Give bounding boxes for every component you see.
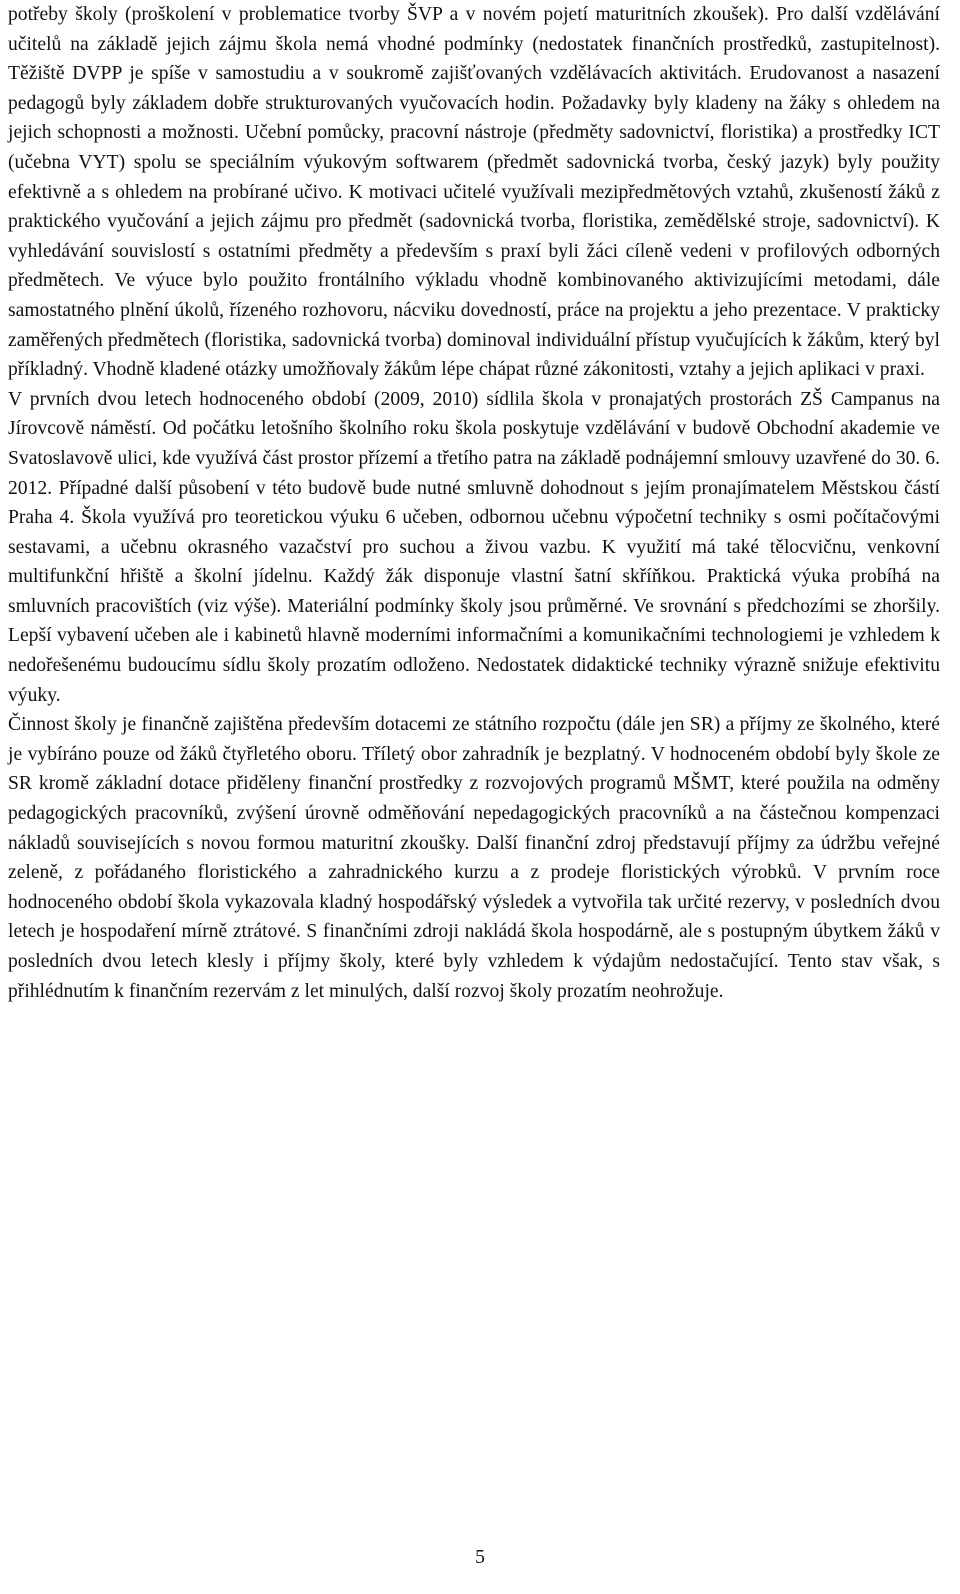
paragraph-teaching: potřeby školy (proškolení v problematice tvorby ŠVP a v novém pojetí maturitních zkoušek). Pro další vzdělávání učitelů na základě jejich zájmu škola nemá vhodné podmínky (nedostatek finančních prostředků, zastupitelnost). Těžiště DVPP je spíše v samostudiu a v soukromě zajišťovaných vzdělávacích aktivitách. Erudovanost a nasazení pedagogů byly základem dobře strukturovaných vyučovacích hodin. Požadavky byly kladeny na žáky s ohledem na jejich schopnosti a možnosti. Učební pomůcky, pracovní nástroje (předměty sadovnictví, floristika) a prostředky ICT (učebna VYT) spolu se speciálním výukovým softwarem (předmět sadovnická tvorba, český jazyk) byly použity efektivně a s ohledem na probírané učivo. K motivaci učitelé využívali mezipředmětových vztahů, zkušeností žáků z praktického vyučování a jejich zájmu pro předmět (sadovnická tvorba, floristika, zemědělské stroje, sadovnictví). K vyhledávání souvislostí s ostatními předměty a především s praxí byli žáci cíleně vedeni v profilových odborných předmětech. Ve výuce bylo použito frontálního výkladu vhodně kombinovaného aktivizujícími metodami, dále samostatného plnění úkolů, řízeného rozhovoru, nácviku dovedností, práce na projektu a jeho prezentace. V prakticky zaměřených předmětech (floristika, sadovnická tvorba) dominoval individuální přístup vyučujících k žákům, který byl příkladný. Vhodně kladené otázky umožňovaly žákům lépe chápat různé zákonitosti, vztahy a jejich aplikaci v praxi. — [8, 4, 940, 381]
paragraph-premises: V prvních dvou letech hodnoceného období (2009, 2010) sídlila škola v pronajatých prostorách ZŠ Campanus na Jírovcově náměstí. Od počátku letošního školního roku škola poskytuje vzdělávání v budově Obchodní akademie ve Svatoslavově ulici, kde využívá část prostor přízemí a třetího patra na základě podnájemní smlouvy uzavřené do 30. 6. 2012. Případné další působení v této budově bude nutné smluvně dohodnout s jejím pronajímatelem Městskou částí Praha 4. Škola využívá pro teoretickou výuku 6 učeben, odbornou učebnu výpočetní techniky s osmi počítačovými sestavami, a učebnu okrasného vazačství pro suchou a živou vazbu. K využití má také tělocvičnu, venkovní multifunkční hřiště a školní jídelnu. Každý žák disponuje vlastní šatní skříňkou. Praktická výuka probíhá na smluvních pracovištích (viz výše). Materiální podmínky školy jsou průměrné. Ve srovnání s předchozími se zhoršily. Lepší vybavení učeben ale i kabinetů hlavně moderními informačními a komunikačními technologiemi je vzhledem k nedořešenému budoucímu sídlu školy prozatím odloženo. Nedostatek didaktické techniky výrazně snižuje efektivitu výuky. — [8, 388, 940, 706]
paragraph-finances: Činnost školy je finančně zajištěna především dotacemi ze státního rozpočtu (dále jen SR) a příjmy ze školného, které je vybíráno pouze od žáků čtyřletého oboru. Tříletý obor zahradník je bezplatný. V hodnoceném období byly škole ze SR kromě základní dotace přiděleny finanční prostředky z rozvojových programů MŠMT, které použila na odměny pedagogických pracovníků, zvýšení úrovně odměňování nepedagogických pracovníků a na částečnou kompenzaci nákladů souvisejících s novou formou maturitní zkoušky. Další finanční zdroj představují příjmy za údržbu veřejné zeleně, z pořádaného floristického a zahradnického kurzu a z prodeje floristických výrobků. V prvním roce hodnoceného období škola vykazovala kladný hospodářský výsledek a vytvořila tak určité rezervy, v posledních dvou letech je hospodaření mírně ztrátové. S finančními zdroji nakládá škola hospodárně, ale s postupným úbytkem žáků v posledních dvou letech klesly i příjmy školy, které byly vzhledem k výdajům nedostačující. Tento stav však, s přihlédnutím k finančním rezervám z let minulých, další rozvoj školy prozatím neohrožuje. — [8, 714, 940, 1002]
document-body — [8, 0, 940, 1006]
page-number: 5 — [475, 1547, 485, 1568]
